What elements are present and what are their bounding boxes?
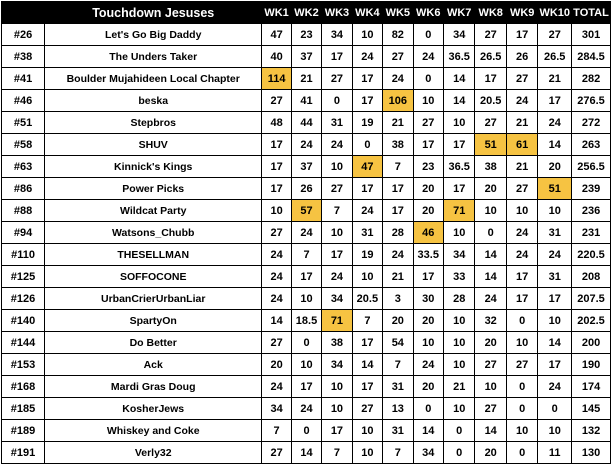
- week-4-score: 17: [352, 376, 382, 398]
- week-10-score: 0: [538, 398, 572, 420]
- header-week-5: WK5: [383, 2, 413, 24]
- week-3-score: 10: [322, 156, 352, 178]
- week-1-score: 114: [262, 68, 291, 90]
- header-week-9: WK9: [506, 2, 537, 24]
- week-10-score: 24: [538, 376, 572, 398]
- week-6-score: 14: [413, 420, 443, 442]
- week-5-score: 38: [383, 134, 413, 156]
- week-6-score: 23: [413, 156, 443, 178]
- week-3-score: 10: [322, 398, 352, 420]
- team-id: #144: [2, 332, 45, 354]
- week-8-score: 20: [475, 442, 506, 464]
- week-1-score: 24: [262, 288, 291, 310]
- week-9-score: 24: [506, 244, 537, 266]
- total-score: 174: [572, 376, 611, 398]
- week-2-score: 17: [291, 266, 321, 288]
- week-2-score: 10: [291, 354, 321, 376]
- team-id: #58: [2, 134, 45, 156]
- header-total: TOTAL: [572, 2, 611, 24]
- week-7-score: 10: [443, 112, 474, 134]
- week-1-score: 48: [262, 112, 291, 134]
- week-3-score: 34: [322, 288, 352, 310]
- week-3-score: 10: [322, 376, 352, 398]
- week-10-score: 14: [538, 134, 572, 156]
- week-9-score: 24: [506, 90, 537, 112]
- week-9-score: 26: [506, 46, 537, 68]
- team-name: SpartyOn: [45, 310, 262, 332]
- week-9-score: 27: [506, 178, 537, 200]
- week-7-score: 28: [443, 288, 474, 310]
- week-6-score: 17: [413, 134, 443, 156]
- total-score: 276.5: [572, 90, 611, 112]
- week-10-score: 24: [538, 112, 572, 134]
- week-7-score: 33: [443, 266, 474, 288]
- total-score: 200: [572, 332, 611, 354]
- week-6-score: 30: [413, 288, 443, 310]
- week-1-score: 47: [262, 24, 291, 46]
- week-5-score: 24: [383, 244, 413, 266]
- week-2-score: 57: [291, 200, 321, 222]
- week-4-score: 10: [352, 420, 382, 442]
- table-row: [2, 266, 611, 288]
- week-3-score: 38: [322, 332, 352, 354]
- week-8-score: 51: [475, 134, 506, 156]
- total-score: 256.5: [572, 156, 611, 178]
- team-id: #63: [2, 156, 45, 178]
- week-3-score: 17: [322, 420, 352, 442]
- week-9-score: 10: [506, 420, 537, 442]
- team-name: Whiskey and Coke: [45, 420, 262, 442]
- week-8-score: 14: [475, 266, 506, 288]
- week-3-score: 34: [322, 24, 352, 46]
- table-row: [2, 420, 611, 442]
- week-6-score: 0: [413, 68, 443, 90]
- week-2-score: 37: [291, 46, 321, 68]
- week-7-score: 17: [443, 134, 474, 156]
- team-name: THESELLMAN: [45, 244, 262, 266]
- week-7-score: 10: [443, 222, 474, 244]
- week-3-score: 0: [322, 90, 352, 112]
- table-row: [2, 156, 611, 178]
- week-10-score: 20: [538, 156, 572, 178]
- week-4-score: 10: [352, 24, 382, 46]
- team-id: #46: [2, 90, 45, 112]
- week-6-score: 10: [413, 332, 443, 354]
- table-row: [2, 112, 611, 134]
- week-3-score: 24: [322, 134, 352, 156]
- table-title: Touchdown Jesuses: [45, 2, 262, 24]
- week-6-score: 20: [413, 310, 443, 332]
- week-5-score: 13: [383, 398, 413, 420]
- week-6-score: 20: [413, 200, 443, 222]
- week-9-score: 0: [506, 398, 537, 420]
- header-row: [2, 2, 611, 24]
- week-9-score: 10: [506, 200, 537, 222]
- table-body: [2, 24, 611, 464]
- week-10-score: 17: [538, 288, 572, 310]
- week-10-score: 27: [538, 24, 572, 46]
- week-8-score: 10: [475, 376, 506, 398]
- week-1-score: 24: [262, 244, 291, 266]
- total-score: 145: [572, 398, 611, 420]
- week-5-score: 17: [383, 178, 413, 200]
- week-10-score: 17: [538, 90, 572, 112]
- week-8-score: 27: [475, 112, 506, 134]
- team-id: #86: [2, 178, 45, 200]
- team-id: #110: [2, 244, 45, 266]
- week-4-score: 17: [352, 332, 382, 354]
- week-5-score: 27: [383, 46, 413, 68]
- week-9-score: 10: [506, 332, 537, 354]
- week-1-score: 27: [262, 90, 291, 112]
- table-row: [2, 376, 611, 398]
- total-score: 130: [572, 442, 611, 464]
- week-4-score: 24: [352, 46, 382, 68]
- header-week-1: WK1: [262, 2, 291, 24]
- team-name: Ack: [45, 354, 262, 376]
- week-4-score: 10: [352, 266, 382, 288]
- team-name: Do Better: [45, 332, 262, 354]
- week-5-score: 17: [383, 200, 413, 222]
- week-8-score: 20: [475, 178, 506, 200]
- week-4-score: 47: [352, 156, 382, 178]
- week-6-score: 46: [413, 222, 443, 244]
- total-score: 220.5: [572, 244, 611, 266]
- week-1-score: 24: [262, 266, 291, 288]
- week-5-score: 31: [383, 420, 413, 442]
- week-8-score: 32: [475, 310, 506, 332]
- week-8-score: 27: [475, 24, 506, 46]
- week-5-score: 106: [383, 90, 413, 112]
- week-1-score: 17: [262, 156, 291, 178]
- team-id: #125: [2, 266, 45, 288]
- team-name: Power Picks: [45, 178, 262, 200]
- week-6-score: 34: [413, 442, 443, 464]
- week-4-score: 17: [352, 68, 382, 90]
- total-score: 236: [572, 200, 611, 222]
- table-row: [2, 178, 611, 200]
- team-id: #94: [2, 222, 45, 244]
- week-4-score: 10: [352, 442, 382, 464]
- table-row: [2, 310, 611, 332]
- table-row: [2, 134, 611, 156]
- week-3-score: 34: [322, 354, 352, 376]
- week-5-score: 54: [383, 332, 413, 354]
- week-3-score: 27: [322, 68, 352, 90]
- week-5-score: 24: [383, 68, 413, 90]
- team-id: #191: [2, 442, 45, 464]
- table-row: [2, 332, 611, 354]
- week-5-score: 3: [383, 288, 413, 310]
- week-1-score: 17: [262, 134, 291, 156]
- week-1-score: 27: [262, 332, 291, 354]
- week-9-score: 0: [506, 376, 537, 398]
- team-id: #168: [2, 376, 45, 398]
- week-8-score: 24: [475, 288, 506, 310]
- total-score: 208: [572, 266, 611, 288]
- total-score: 202.5: [572, 310, 611, 332]
- table-row: [2, 354, 611, 376]
- week-4-score: 31: [352, 222, 382, 244]
- team-id: #41: [2, 68, 45, 90]
- week-7-score: 14: [443, 90, 474, 112]
- week-1-score: 7: [262, 420, 291, 442]
- week-5-score: 28: [383, 222, 413, 244]
- week-9-score: 61: [506, 134, 537, 156]
- week-5-score: 82: [383, 24, 413, 46]
- team-name: The Unders Taker: [45, 46, 262, 68]
- header-week-2: WK2: [291, 2, 321, 24]
- header-week-4: WK4: [352, 2, 382, 24]
- week-5-score: 31: [383, 376, 413, 398]
- team-name: Mardi Gras Doug: [45, 376, 262, 398]
- total-score: 282: [572, 68, 611, 90]
- total-score: 231: [572, 222, 611, 244]
- week-3-score: 7: [322, 200, 352, 222]
- week-7-score: 10: [443, 310, 474, 332]
- total-score: 263: [572, 134, 611, 156]
- week-10-score: 10: [538, 420, 572, 442]
- week-2-score: 17: [291, 376, 321, 398]
- team-id: #88: [2, 200, 45, 222]
- week-9-score: 0: [506, 310, 537, 332]
- week-3-score: 71: [322, 310, 352, 332]
- week-8-score: 0: [475, 222, 506, 244]
- week-7-score: 21: [443, 376, 474, 398]
- table-row: [2, 46, 611, 68]
- week-7-score: 10: [443, 332, 474, 354]
- week-6-score: 27: [413, 112, 443, 134]
- week-2-score: 0: [291, 420, 321, 442]
- team-id: #185: [2, 398, 45, 420]
- header-week-3: WK3: [322, 2, 352, 24]
- week-3-score: 7: [322, 442, 352, 464]
- week-10-score: 11: [538, 442, 572, 464]
- week-7-score: 10: [443, 398, 474, 420]
- table-row: [2, 222, 611, 244]
- total-score: 284.5: [572, 46, 611, 68]
- week-1-score: 40: [262, 46, 291, 68]
- week-9-score: 21: [506, 112, 537, 134]
- team-name: Kinnick's Kings: [45, 156, 262, 178]
- week-9-score: 24: [506, 222, 537, 244]
- week-3-score: 24: [322, 266, 352, 288]
- week-10-score: 10: [538, 200, 572, 222]
- table-row: [2, 244, 611, 266]
- week-10-score: 14: [538, 332, 572, 354]
- total-score: 301: [572, 24, 611, 46]
- week-4-score: 7: [352, 310, 382, 332]
- week-2-score: 24: [291, 222, 321, 244]
- week-6-score: 33.5: [413, 244, 443, 266]
- header-week-8: WK8: [475, 2, 506, 24]
- week-7-score: 34: [443, 24, 474, 46]
- week-6-score: 0: [413, 24, 443, 46]
- week-10-score: 24: [538, 244, 572, 266]
- week-3-score: 10: [322, 222, 352, 244]
- team-name: Stepbros: [45, 112, 262, 134]
- week-7-score: 34: [443, 244, 474, 266]
- header-week-10: WK10: [538, 2, 572, 24]
- week-1-score: 24: [262, 376, 291, 398]
- week-10-score: 31: [538, 266, 572, 288]
- week-6-score: 24: [413, 46, 443, 68]
- team-name: KosherJews: [45, 398, 262, 420]
- team-id: #189: [2, 420, 45, 442]
- week-5-score: 20: [383, 310, 413, 332]
- week-8-score: 14: [475, 420, 506, 442]
- week-3-score: 27: [322, 178, 352, 200]
- table-row: [2, 288, 611, 310]
- week-8-score: 27: [475, 398, 506, 420]
- week-10-score: 51: [538, 178, 572, 200]
- team-id: #153: [2, 354, 45, 376]
- week-3-score: 31: [322, 112, 352, 134]
- total-score: 190: [572, 354, 611, 376]
- week-8-score: 17: [475, 68, 506, 90]
- standings-table: [1, 1, 611, 464]
- week-7-score: 17: [443, 178, 474, 200]
- week-1-score: 27: [262, 442, 291, 464]
- week-2-score: 44: [291, 112, 321, 134]
- week-4-score: 19: [352, 112, 382, 134]
- team-id: #26: [2, 24, 45, 46]
- week-7-score: 10: [443, 354, 474, 376]
- week-2-score: 21: [291, 68, 321, 90]
- team-name: SOFFOCONE: [45, 266, 262, 288]
- team-name: Verly32: [45, 442, 262, 464]
- table-row: [2, 90, 611, 112]
- week-8-score: 26.5: [475, 46, 506, 68]
- week-4-score: 14: [352, 354, 382, 376]
- week-10-score: 17: [538, 354, 572, 376]
- team-name: UrbanCrierUrbanLiar: [45, 288, 262, 310]
- team-name: Let's Go Big Daddy: [45, 24, 262, 46]
- week-2-score: 7: [291, 244, 321, 266]
- week-2-score: 14: [291, 442, 321, 464]
- week-4-score: 0: [352, 134, 382, 156]
- header-id-blank: [2, 2, 45, 24]
- week-2-score: 24: [291, 398, 321, 420]
- total-score: 239: [572, 178, 611, 200]
- week-2-score: 10: [291, 288, 321, 310]
- week-8-score: 14: [475, 244, 506, 266]
- table-row: [2, 24, 611, 46]
- week-7-score: 71: [443, 200, 474, 222]
- week-9-score: 27: [506, 68, 537, 90]
- week-4-score: 20.5: [352, 288, 382, 310]
- week-2-score: 24: [291, 134, 321, 156]
- week-10-score: 10: [538, 310, 572, 332]
- week-7-score: 36.5: [443, 156, 474, 178]
- team-id: #51: [2, 112, 45, 134]
- header-week-6: WK6: [413, 2, 443, 24]
- week-4-score: 17: [352, 90, 382, 112]
- week-2-score: 37: [291, 156, 321, 178]
- team-name: beska: [45, 90, 262, 112]
- week-8-score: 27: [475, 354, 506, 376]
- week-1-score: 17: [262, 178, 291, 200]
- week-2-score: 26: [291, 178, 321, 200]
- week-5-score: 7: [383, 156, 413, 178]
- week-7-score: 0: [443, 442, 474, 464]
- week-8-score: 10: [475, 200, 506, 222]
- week-7-score: 36.5: [443, 46, 474, 68]
- week-7-score: 14: [443, 68, 474, 90]
- week-3-score: 17: [322, 244, 352, 266]
- week-1-score: 14: [262, 310, 291, 332]
- week-2-score: 23: [291, 24, 321, 46]
- week-6-score: 17: [413, 266, 443, 288]
- table-row: [2, 398, 611, 420]
- week-9-score: 17: [506, 288, 537, 310]
- week-3-score: 17: [322, 46, 352, 68]
- week-2-score: 18.5: [291, 310, 321, 332]
- table-row: [2, 200, 611, 222]
- week-5-score: 7: [383, 442, 413, 464]
- team-name: Wildcat Party: [45, 200, 262, 222]
- team-id: #38: [2, 46, 45, 68]
- week-4-score: 19: [352, 244, 382, 266]
- week-4-score: 17: [352, 178, 382, 200]
- week-7-score: 0: [443, 420, 474, 442]
- week-9-score: 21: [506, 156, 537, 178]
- week-10-score: 26.5: [538, 46, 572, 68]
- total-score: 207.5: [572, 288, 611, 310]
- week-6-score: 20: [413, 376, 443, 398]
- week-2-score: 0: [291, 332, 321, 354]
- week-2-score: 41: [291, 90, 321, 112]
- week-9-score: 17: [506, 24, 537, 46]
- week-1-score: 34: [262, 398, 291, 420]
- team-name: SHUV: [45, 134, 262, 156]
- week-5-score: 7: [383, 354, 413, 376]
- team-id: #126: [2, 288, 45, 310]
- week-8-score: 20: [475, 332, 506, 354]
- week-5-score: 21: [383, 112, 413, 134]
- team-name: Watsons_Chubb: [45, 222, 262, 244]
- week-5-score: 21: [383, 266, 413, 288]
- week-4-score: 24: [352, 200, 382, 222]
- week-4-score: 27: [352, 398, 382, 420]
- week-8-score: 38: [475, 156, 506, 178]
- week-1-score: 27: [262, 222, 291, 244]
- total-score: 272: [572, 112, 611, 134]
- week-8-score: 20.5: [475, 90, 506, 112]
- team-id: #140: [2, 310, 45, 332]
- week-6-score: 10: [413, 90, 443, 112]
- header-week-7: WK7: [443, 2, 474, 24]
- table-row: [2, 68, 611, 90]
- week-1-score: 20: [262, 354, 291, 376]
- week-6-score: 20: [413, 178, 443, 200]
- week-6-score: 0: [413, 398, 443, 420]
- week-9-score: 27: [506, 354, 537, 376]
- week-10-score: 21: [538, 68, 572, 90]
- week-9-score: 17: [506, 266, 537, 288]
- team-name: Boulder Mujahideen Local Chapter: [45, 68, 262, 90]
- total-score: 132: [572, 420, 611, 442]
- week-6-score: 24: [413, 354, 443, 376]
- week-1-score: 10: [262, 200, 291, 222]
- table-row: [2, 442, 611, 464]
- week-9-score: 0: [506, 442, 537, 464]
- week-10-score: 31: [538, 222, 572, 244]
